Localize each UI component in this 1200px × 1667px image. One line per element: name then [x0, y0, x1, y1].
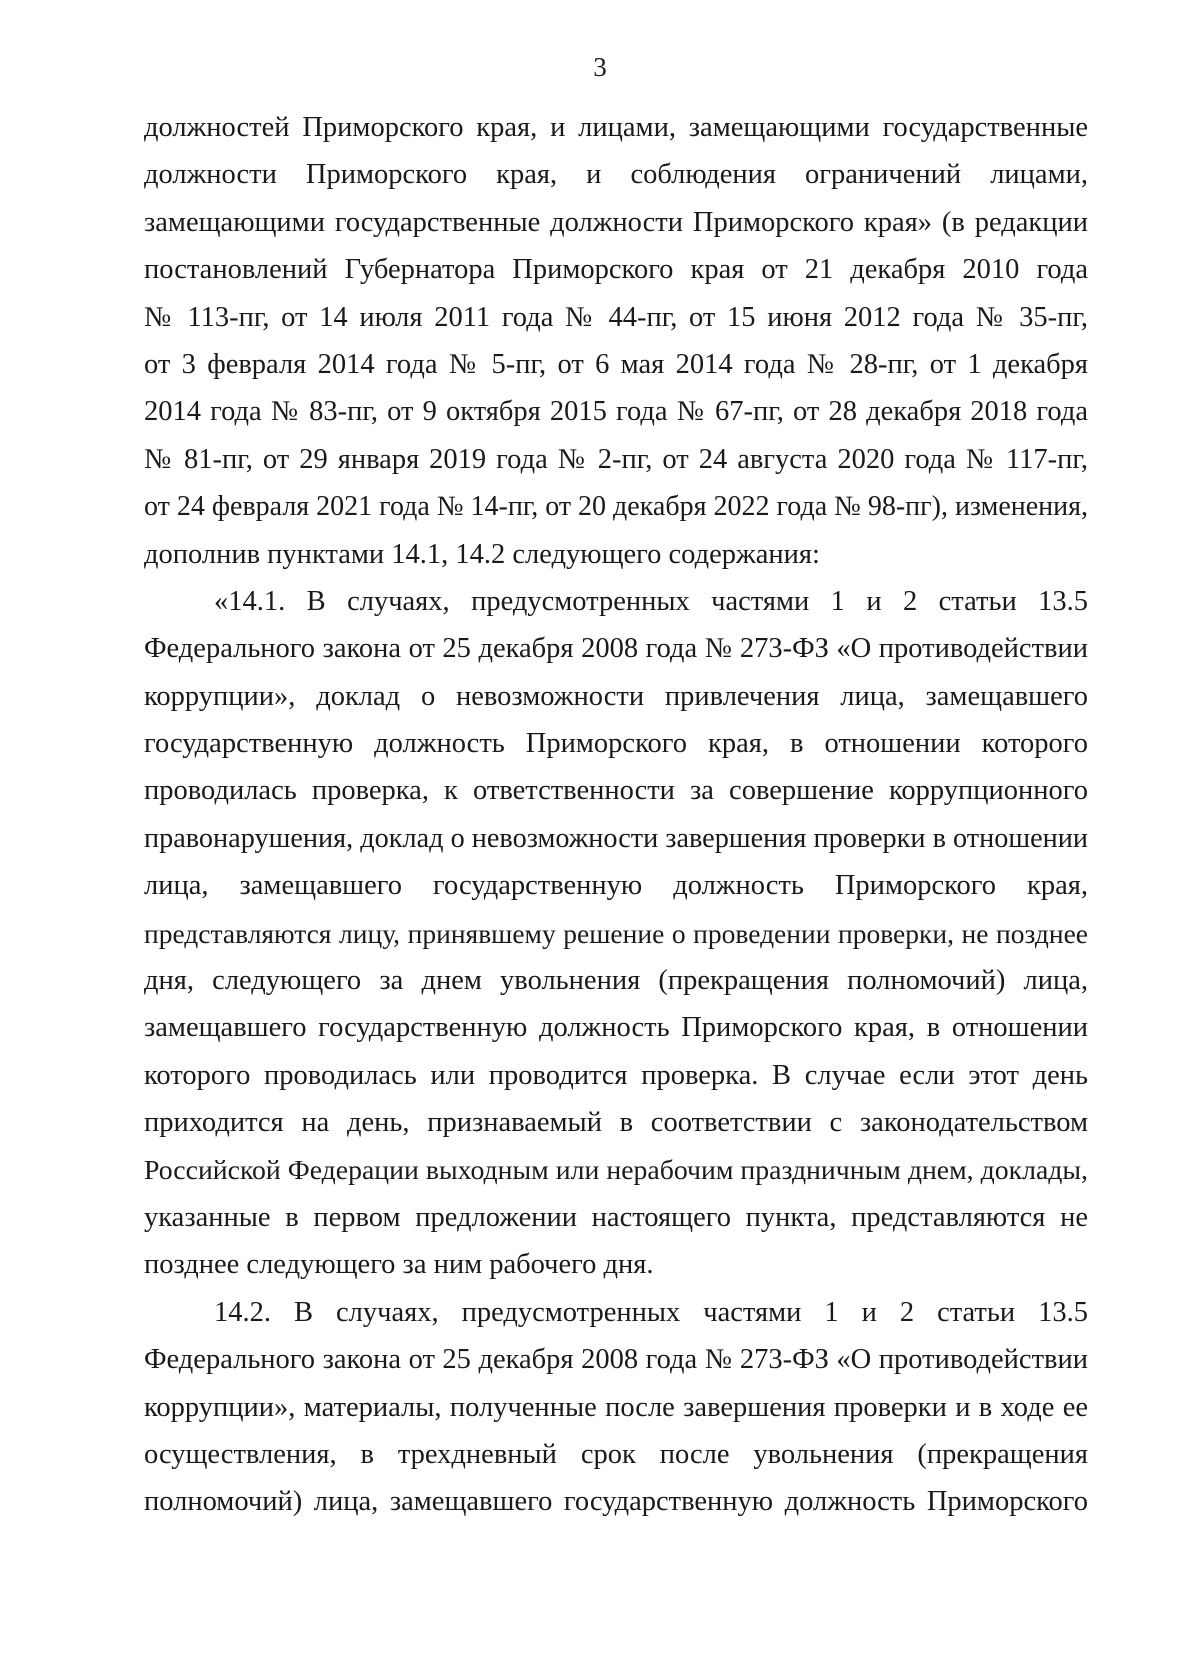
- text-line: коррупции», доклад о невозможности привлечения лица, замещавшего: [144, 680, 1088, 712]
- text-line: «14.1. В случаях, предусмотренных частями 1 и 2 статьи 13.5: [214, 585, 1088, 617]
- paragraph-continuation: [144, 104, 1088, 578]
- paragraph-item-14-2: [144, 1289, 1088, 1526]
- text-line: Российской Федерации выходным или нерабочим праздничным днем, доклады,: [144, 1154, 1088, 1186]
- text-line: правонарушения, доклад о невозможности завершения проверки в отношении: [144, 822, 1088, 854]
- text-line: от 3 февраля 2014 года № 5-пг, от 6 мая 2014 года № 28-пг, от 1 декабря: [144, 348, 1088, 380]
- text-line: 14.2. В случаях, предусмотренных частями 1 и 2 статьи 13.5: [214, 1296, 1088, 1328]
- text-line: позднее следующего за ним рабочего дня.: [144, 1249, 654, 1281]
- text-line: должностей Приморского края, и лицами, замещающими государственные: [144, 112, 1088, 143]
- text-line: приходится на день, признаваемый в соответствии с законодательством: [144, 1107, 1088, 1139]
- text-line: замещавшего государственную должность Приморского края, в отношении: [144, 1012, 1088, 1044]
- text-line: коррупции», материалы, полученные после завершения проверки и в ходе ее: [144, 1391, 1088, 1423]
- text-line: от 24 февраля 2021 года № 14-пг, от 20 декабря 2022 года № 98-пг), изменения,: [144, 491, 1088, 523]
- text-line: представляются лицу, принявшему решение о проведении проверки, не позднее: [144, 917, 1088, 949]
- paragraph-item-14-1: [144, 578, 1088, 1289]
- text-line: постановлений Губернатора Приморского края от 21 декабря 2010 года: [144, 254, 1088, 286]
- text-line: Федерального закона от 25 декабря 2008 года № 273-ФЗ «О противодействии: [144, 1344, 1088, 1376]
- text-line: 2014 года № 83-пг, от 9 октября 2015 года № 67-пг, от 28 декабря 2018 года: [144, 396, 1088, 428]
- text-line: полномочий) лица, замещавшего государственную должность Приморского: [144, 1486, 1088, 1518]
- text-line: замещающими государственные должности Приморского края» (в редакции: [144, 206, 1088, 238]
- page-number: 3: [593, 52, 607, 82]
- text-line: должности Приморского края, и соблюдения ограничений лицами,: [144, 159, 1088, 191]
- text-line: которого проводилась или проводится проверка. В случае если этот день: [144, 1059, 1088, 1091]
- text-line: указанные в первом предложении настоящего пункта, представляются не: [144, 1201, 1088, 1233]
- text-line: № 81-пг, от 29 января 2019 года № 2-пг, от 24 августа 2020 года № 117-пг,: [144, 443, 1088, 475]
- text-line: дня, следующего за днем увольнения (прекращения полномочий) лица,: [144, 965, 1088, 997]
- text-line: Федерального закона от 25 декабря 2008 года № 273-ФЗ «О противодействии: [144, 633, 1088, 665]
- text-line: дополнив пунктами 14.1, 14.2 следующего содержания:: [144, 538, 820, 570]
- text-line: государственную должность Приморского края, в отношении которого: [144, 728, 1088, 760]
- text-line: лица, замещавшего государственную должность Приморского края,: [144, 870, 1088, 902]
- document-body: [144, 104, 1088, 1526]
- text-line: № 113-пг, от 14 июля 2011 года № 44-пг, от 15 июня 2012 года № 35-пг,: [144, 301, 1088, 333]
- text-line: проводилась проверка, к ответственности за совершение коррупционного: [144, 775, 1088, 807]
- text-line: осуществления, в трехдневный срок после увольнения (прекращения: [144, 1438, 1088, 1470]
